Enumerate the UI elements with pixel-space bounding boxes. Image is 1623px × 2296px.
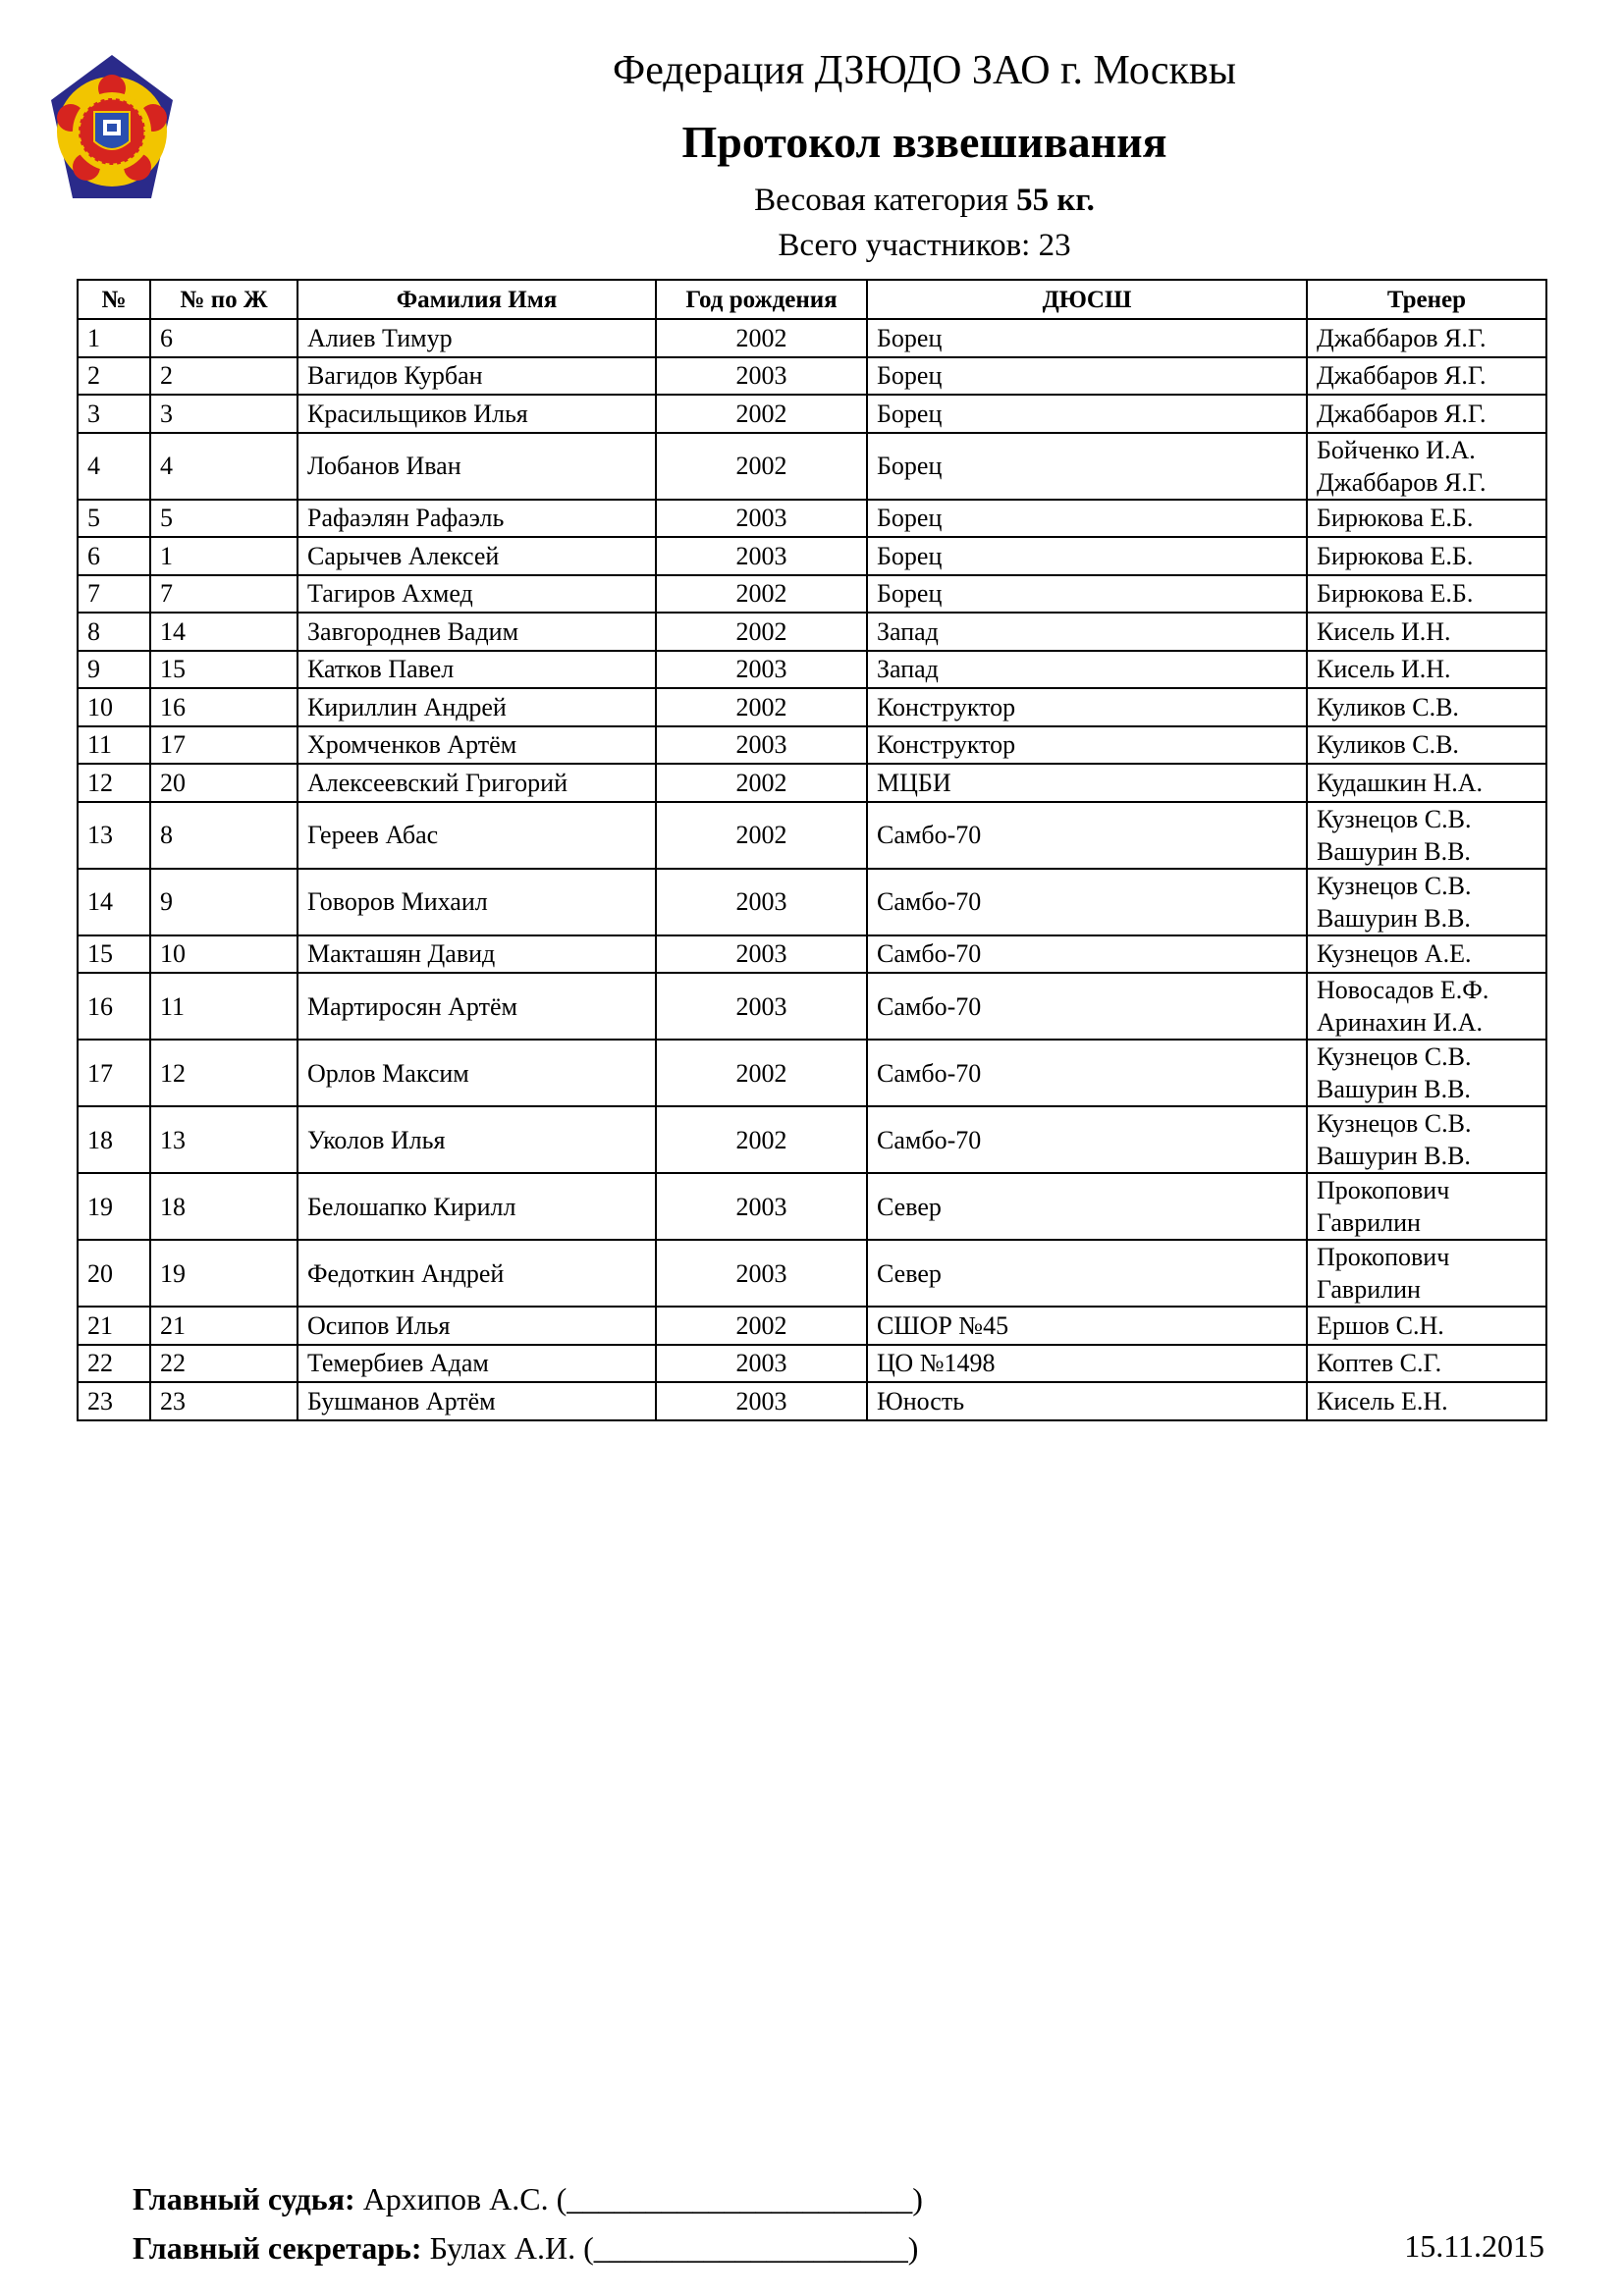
cell-coach [1307,1040,1546,1106]
cell-coach [1307,1106,1546,1173]
cell-lot-number: 7 [150,575,298,614]
cell-school: СШОР №45 [867,1307,1307,1345]
cell-coach [1307,1173,1546,1240]
coach-name: Куликов С.В. [1317,692,1459,721]
cell-school: Север [867,1240,1307,1307]
coach-name: Кисель И.Н. [1317,616,1451,646]
cell-school: Запад [867,651,1307,689]
cell-school: Север [867,1173,1307,1240]
cell-coach [1307,500,1546,538]
table-row [78,357,1546,396]
chief-judge-role: Главный судья: [133,2181,355,2216]
cell-birth-year: 2002 [656,613,867,651]
cell-name: Темербиев Адам [298,1345,656,1383]
table-header-row [78,280,1546,319]
coach-name: Кудашкин Н.А. [1317,768,1484,797]
table-row [78,764,1546,802]
coach-name: Кисель И.Н. [1317,655,1451,684]
cell-lot-number: 11 [150,973,298,1040]
cell-number: 5 [78,500,150,538]
table-row [78,688,1546,726]
table-row [78,869,1546,935]
cell-coach [1307,1345,1546,1383]
cell-coach [1307,688,1546,726]
cell-name: Алексеевский Григорий [298,764,656,802]
coach-name: Прокопович [1317,1176,1450,1204]
coach-name: Кузнецов С.В. [1317,1109,1472,1138]
table-row [78,575,1546,614]
cell-birth-year: 2003 [656,1345,867,1383]
cell-coach [1307,575,1546,614]
cell-number: 9 [78,651,150,689]
cell-name: Бушманов Артём [298,1382,656,1420]
table-row [78,802,1546,869]
cell-birth-year: 2002 [656,1040,867,1106]
org-title: Федерация ДЗЮДО ЗАО г. Москвы [613,48,1236,93]
cell-lot-number: 3 [150,395,298,433]
category-label: Весовая категория [754,183,1008,218]
cell-name: Белошапко Кирилл [298,1173,656,1240]
cell-coach [1307,802,1546,869]
table-row [78,1382,1546,1420]
cell-name: Красильщиков Илья [298,395,656,433]
coach-name: Гаврилин [1317,1275,1421,1304]
cell-lot-number: 5 [150,500,298,538]
coach-name: Новосадов Е.Ф. [1317,976,1489,1004]
table-row [78,973,1546,1040]
cell-name: Федоткин Андрей [298,1240,656,1307]
cell-number: 18 [78,1106,150,1173]
cell-lot-number: 1 [150,537,298,575]
cell-coach [1307,395,1546,433]
cell-birth-year: 2003 [656,869,867,935]
cell-number: 11 [78,726,150,765]
cell-name: Гереев Абас [298,802,656,869]
coach-name: Куликов С.В. [1317,730,1459,760]
cell-coach [1307,1240,1546,1307]
cell-number: 19 [78,1173,150,1240]
coach-name: Вашурин В.В. [1317,1075,1471,1103]
coach-name: Джаббаров Я.Г. [1317,361,1487,391]
table-row [78,433,1546,500]
coach-name: Бирюкова Е.Б. [1317,579,1474,609]
cell-school: МЦБИ [867,764,1307,802]
cell-birth-year: 2003 [656,651,867,689]
cell-birth-year: 2003 [656,973,867,1040]
cell-school: Борец [867,319,1307,357]
coach-name: Гаврилин [1317,1208,1421,1237]
chief-secretary-line [133,2230,918,2267]
cell-name: Сарычев Алексей [298,537,656,575]
cell-lot-number: 10 [150,935,298,974]
cell-lot-number: 16 [150,688,298,726]
coach-name: Кузнецов С.В. [1317,1042,1472,1071]
col-coach: Тренер [1307,280,1546,319]
chief-judge-name: Архипов А.С. (______________________) [362,2181,923,2216]
col-lot-number: № по Ж [150,280,298,319]
cell-school: Борец [867,357,1307,396]
cell-school: Самбо-70 [867,869,1307,935]
cell-lot-number: 6 [150,319,298,357]
cell-birth-year: 2002 [656,802,867,869]
cell-number: 10 [78,688,150,726]
cell-lot-number: 8 [150,802,298,869]
cell-lot-number: 23 [150,1382,298,1420]
cell-school: Борец [867,575,1307,614]
cell-coach [1307,651,1546,689]
cell-birth-year: 2002 [656,395,867,433]
weigh-in-table [77,279,1547,1421]
cell-coach [1307,869,1546,935]
coach-name: Кисель Е.Н. [1317,1386,1448,1415]
cell-lot-number: 17 [150,726,298,765]
coach-name: Прокопович [1317,1243,1450,1271]
table-row [78,935,1546,974]
col-number: № [78,280,150,319]
coach-name: Джаббаров Я.Г. [1317,399,1487,428]
cell-number: 6 [78,537,150,575]
cell-lot-number: 20 [150,764,298,802]
cell-school: Самбо-70 [867,973,1307,1040]
cell-school: Запад [867,613,1307,651]
cell-birth-year: 2003 [656,500,867,538]
cell-number: 12 [78,764,150,802]
cell-birth-year: 2002 [656,688,867,726]
cell-number: 2 [78,357,150,396]
cell-coach [1307,613,1546,651]
cell-name: Хромченков Артём [298,726,656,765]
cell-school: Юность [867,1382,1307,1420]
cell-number: 22 [78,1345,150,1383]
cell-name: Завгороднев Вадим [298,613,656,651]
coach-name: Джаббаров Я.Г. [1317,323,1487,352]
cell-name: Вагидов Курбан [298,357,656,396]
cell-lot-number: 14 [150,613,298,651]
protocol-date: 15.11.2015 [1404,2228,1544,2264]
coach-name: Аринахин И.А. [1317,1008,1484,1037]
cell-lot-number: 21 [150,1307,298,1345]
coach-name: Бойченко И.А. [1317,435,1476,464]
table-row [78,651,1546,689]
cell-school: Борец [867,395,1307,433]
coach-name: Вашурин В.В. [1317,1142,1471,1170]
table-row [78,1240,1546,1307]
category-value: 55 кг. [1016,183,1095,218]
weight-category [0,183,1623,219]
cell-lot-number: 9 [150,869,298,935]
col-birth-year: Год рождения [656,280,867,319]
table-row [78,1345,1546,1383]
cell-birth-year: 2002 [656,575,867,614]
cell-birth-year: 2003 [656,1173,867,1240]
cell-name: Макташян Давид [298,935,656,974]
cell-lot-number: 2 [150,357,298,396]
cell-number: 21 [78,1307,150,1345]
table-row [78,726,1546,765]
cell-number: 1 [78,319,150,357]
cell-number: 16 [78,973,150,1040]
cell-birth-year: 2002 [656,1106,867,1173]
cell-number: 20 [78,1240,150,1307]
cell-number: 13 [78,802,150,869]
cell-birth-year: 2003 [656,537,867,575]
cell-lot-number: 15 [150,651,298,689]
cell-number: 8 [78,613,150,651]
coach-name: Вашурин В.В. [1317,836,1471,866]
cell-number: 3 [78,395,150,433]
cell-birth-year: 2003 [656,357,867,396]
chief-judge-line [133,2181,923,2217]
cell-school: Борец [867,433,1307,500]
cell-birth-year: 2002 [656,319,867,357]
cell-number: 4 [78,433,150,500]
cell-coach [1307,357,1546,396]
cell-school: Самбо-70 [867,935,1307,974]
col-school: ДЮСШ [867,280,1307,319]
cell-name: Орлов Максим [298,1040,656,1106]
coach-name: Коптев С.Г. [1317,1349,1442,1378]
table-body [78,319,1546,1420]
cell-school: Борец [867,537,1307,575]
cell-lot-number: 19 [150,1240,298,1307]
cell-name: Лобанов Иван [298,433,656,500]
cell-name: Осипов Илья [298,1307,656,1345]
table-row [78,319,1546,357]
cell-birth-year: 2003 [656,1240,867,1307]
cell-birth-year: 2003 [656,1382,867,1420]
cell-number: 17 [78,1040,150,1106]
table-row [78,613,1546,651]
table-row [78,1173,1546,1240]
cell-school: Борец [867,500,1307,538]
table-row [78,1040,1546,1106]
cell-name: Алиев Тимур [298,319,656,357]
cell-number: 7 [78,575,150,614]
cell-name: Тагиров Ахмед [298,575,656,614]
cell-birth-year: 2002 [656,764,867,802]
participants-total [0,228,1623,264]
chief-secretary-name: Булах А.И. (____________________) [429,2230,919,2266]
coach-name: Джаббаров Я.Г. [1317,467,1487,497]
table-row [78,395,1546,433]
cell-birth-year: 2003 [656,935,867,974]
cell-name: Катков Павел [298,651,656,689]
cell-birth-year: 2002 [656,1307,867,1345]
cell-school: Самбо-70 [867,802,1307,869]
cell-lot-number: 22 [150,1345,298,1383]
cell-school: Самбо-70 [867,1040,1307,1106]
coach-name: Бирюкова Е.Б. [1317,504,1474,533]
coach-name: Бирюкова Е.Б. [1317,541,1474,570]
col-name: Фамилия Имя [298,280,656,319]
coach-name: Вашурин В.В. [1317,903,1471,933]
cell-coach [1307,319,1546,357]
cell-lot-number: 18 [150,1173,298,1240]
cell-number: 23 [78,1382,150,1420]
coach-name: Кузнецов С.В. [1317,871,1472,900]
cell-name: Рафаэлян Рафаэль [298,500,656,538]
cell-school: Самбо-70 [867,1106,1307,1173]
chief-secretary-role: Главный секретарь: [133,2230,422,2266]
cell-school: ЦО №1498 [867,1345,1307,1383]
cell-name: Говоров Михаил [298,869,656,935]
cell-birth-year: 2002 [656,433,867,500]
cell-coach [1307,1382,1546,1420]
cell-lot-number: 12 [150,1040,298,1106]
table-row [78,1307,1546,1345]
cell-coach [1307,433,1546,500]
cell-lot-number: 13 [150,1106,298,1173]
cell-name: Уколов Илья [298,1106,656,1173]
coach-name: Ершов С.Н. [1317,1310,1444,1340]
doc-title: Протокол взвешивания [681,117,1167,167]
cell-birth-year: 2003 [656,726,867,765]
table-row [78,1106,1546,1173]
cell-coach [1307,973,1546,1040]
total-label: Всего участников: [778,228,1031,263]
table-row [78,537,1546,575]
table-row [78,500,1546,538]
cell-name: Кириллин Андрей [298,688,656,726]
coach-name: Кузнецов С.В. [1317,804,1472,833]
cell-coach [1307,935,1546,974]
cell-coach [1307,1307,1546,1345]
cell-coach [1307,726,1546,765]
cell-number: 15 [78,935,150,974]
cell-school: Конструктор [867,726,1307,765]
cell-lot-number: 4 [150,433,298,500]
cell-name: Мартиросян Артём [298,973,656,1040]
cell-number: 14 [78,869,150,935]
cell-school: Конструктор [867,688,1307,726]
cell-coach [1307,764,1546,802]
total-value: 23 [1038,228,1071,263]
cell-coach [1307,537,1546,575]
coach-name: Кузнецов А.Е. [1317,939,1472,969]
